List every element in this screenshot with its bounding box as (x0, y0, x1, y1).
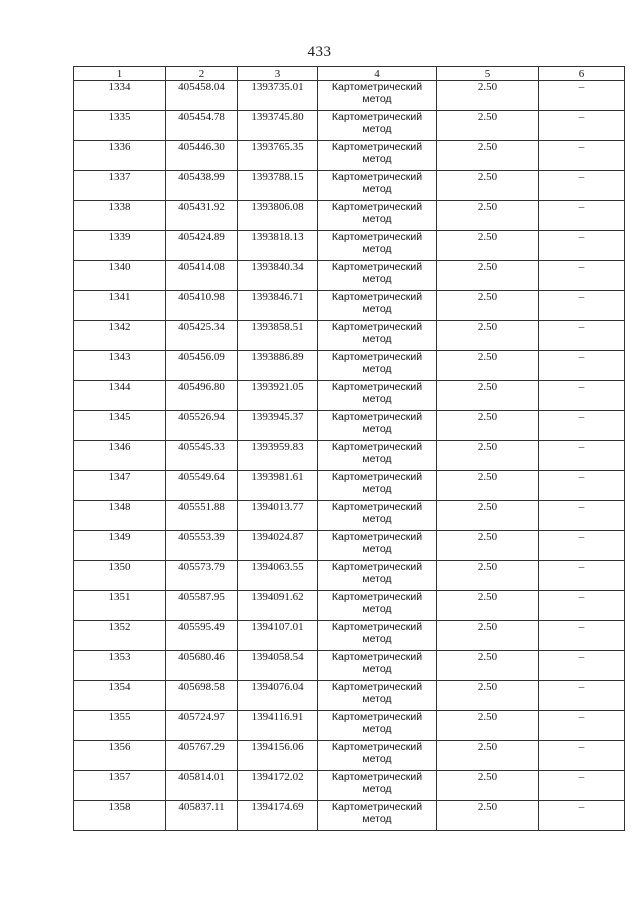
method-cell (318, 501, 437, 531)
method-line-1: Картометрический (331, 411, 423, 423)
point-number-cell: 1337 (74, 171, 166, 201)
point-number-cell: 1356 (74, 741, 166, 771)
note-cell: – (539, 531, 625, 561)
accuracy-cell: 2.50 (437, 441, 539, 471)
table-row (74, 321, 625, 351)
method-line-2: метод (362, 123, 392, 135)
method-line-1: Картометрический (331, 231, 423, 243)
method-cell (318, 291, 437, 321)
method-cell (318, 711, 437, 741)
method-line-2: метод (362, 693, 392, 705)
table-row (74, 591, 625, 621)
point-number-cell: 1352 (74, 621, 166, 651)
note-cell: – (539, 261, 625, 291)
method-line-2: метод (362, 183, 392, 195)
note-cell: – (539, 471, 625, 501)
method-line-2: метод (362, 663, 392, 675)
accuracy-cell: 2.50 (437, 711, 539, 741)
method-line-2: метод (362, 753, 392, 765)
x-coordinate-cell: 405724.97 (166, 711, 238, 741)
x-coordinate-cell: 405837.11 (166, 801, 238, 831)
method-cell (318, 141, 437, 171)
point-number-cell: 1348 (74, 501, 166, 531)
point-number-cell: 1353 (74, 651, 166, 681)
method-cell (318, 411, 437, 441)
y-coordinate-cell: 1393735.01 (238, 81, 318, 111)
point-number-cell: 1336 (74, 141, 166, 171)
table-row (74, 621, 625, 651)
table-row (74, 141, 625, 171)
x-coordinate-cell: 405438.99 (166, 171, 238, 201)
method-line-1: Картометрический (331, 321, 423, 333)
table-body (74, 81, 625, 831)
method-cell (318, 321, 437, 351)
method-line-2: метод (362, 333, 392, 345)
method-cell (318, 591, 437, 621)
method-line-1: Картометрический (331, 681, 423, 693)
y-coordinate-cell: 1393840.34 (238, 261, 318, 291)
x-coordinate-cell: 405595.49 (166, 621, 238, 651)
y-coordinate-cell: 1393765.35 (238, 141, 318, 171)
x-coordinate-cell: 405458.04 (166, 81, 238, 111)
accuracy-cell: 2.50 (437, 651, 539, 681)
accuracy-cell: 2.50 (437, 591, 539, 621)
note-cell: – (539, 801, 625, 831)
method-line-2: метод (362, 813, 392, 825)
y-coordinate-cell: 1393846.71 (238, 291, 318, 321)
method-cell (318, 531, 437, 561)
accuracy-cell: 2.50 (437, 621, 539, 651)
accuracy-cell: 2.50 (437, 741, 539, 771)
y-coordinate-cell: 1394174.69 (238, 801, 318, 831)
x-coordinate-cell: 405454.78 (166, 111, 238, 141)
accuracy-cell: 2.50 (437, 261, 539, 291)
table-row (74, 801, 625, 831)
x-coordinate-cell: 405549.64 (166, 471, 238, 501)
method-cell (318, 801, 437, 831)
y-coordinate-cell: 1394076.04 (238, 681, 318, 711)
accuracy-cell: 2.50 (437, 141, 539, 171)
method-cell (318, 111, 437, 141)
method-line-2: метод (362, 543, 392, 555)
note-cell: – (539, 81, 625, 111)
method-line-1: Картометрический (331, 561, 423, 573)
table-row (74, 441, 625, 471)
x-coordinate-cell: 405446.30 (166, 141, 238, 171)
method-line-1: Картометрический (331, 111, 423, 123)
method-line-1: Картометрический (331, 531, 423, 543)
method-line-2: метод (362, 723, 392, 735)
y-coordinate-cell: 1394156.06 (238, 741, 318, 771)
table-row (74, 471, 625, 501)
table-row (74, 501, 625, 531)
column-header-2: 2 (166, 67, 238, 81)
accuracy-cell: 2.50 (437, 501, 539, 531)
note-cell: – (539, 291, 625, 321)
y-coordinate-cell: 1393886.89 (238, 351, 318, 381)
note-cell: – (539, 741, 625, 771)
method-cell (318, 171, 437, 201)
x-coordinate-cell: 405526.94 (166, 411, 238, 441)
accuracy-cell: 2.50 (437, 291, 539, 321)
method-cell (318, 681, 437, 711)
table-row (74, 201, 625, 231)
method-cell (318, 441, 437, 471)
point-number-cell: 1354 (74, 681, 166, 711)
method-line-1: Картометрический (331, 801, 423, 813)
x-coordinate-cell: 405553.39 (166, 531, 238, 561)
y-coordinate-cell: 1393745.80 (238, 111, 318, 141)
y-coordinate-cell: 1394063.55 (238, 561, 318, 591)
method-line-1: Картометрический (331, 171, 423, 183)
method-line-2: метод (362, 243, 392, 255)
method-line-1: Картометрический (331, 261, 423, 273)
table-row (74, 771, 625, 801)
method-line-1: Картометрический (331, 651, 423, 663)
header-row (74, 67, 625, 81)
table-row (74, 561, 625, 591)
y-coordinate-cell: 1393945.37 (238, 411, 318, 441)
method-cell (318, 561, 437, 591)
accuracy-cell: 2.50 (437, 111, 539, 141)
point-number-cell: 1350 (74, 561, 166, 591)
x-coordinate-cell: 405424.89 (166, 231, 238, 261)
table-row (74, 231, 625, 261)
method-line-2: метод (362, 303, 392, 315)
point-number-cell: 1342 (74, 321, 166, 351)
table-row (74, 81, 625, 111)
method-cell (318, 621, 437, 651)
table-row (74, 111, 625, 141)
point-number-cell: 1351 (74, 591, 166, 621)
y-coordinate-cell: 1393788.15 (238, 171, 318, 201)
method-line-1: Картометрический (331, 711, 423, 723)
column-header-4: 4 (318, 67, 437, 81)
table-row (74, 411, 625, 441)
method-line-2: метод (362, 573, 392, 585)
y-coordinate-cell: 1394013.77 (238, 501, 318, 531)
table-row (74, 681, 625, 711)
note-cell: – (539, 411, 625, 441)
y-coordinate-cell: 1393806.08 (238, 201, 318, 231)
table-row (74, 711, 625, 741)
x-coordinate-cell: 405431.92 (166, 201, 238, 231)
y-coordinate-cell: 1394116.91 (238, 711, 318, 741)
method-line-1: Картометрический (331, 591, 423, 603)
method-line-1: Картометрический (331, 201, 423, 213)
column-header-6: 6 (539, 67, 625, 81)
accuracy-cell: 2.50 (437, 801, 539, 831)
method-cell (318, 651, 437, 681)
method-line-1: Картометрический (331, 441, 423, 453)
x-coordinate-cell: 405551.88 (166, 501, 238, 531)
table-row (74, 171, 625, 201)
note-cell: – (539, 351, 625, 381)
accuracy-cell: 2.50 (437, 201, 539, 231)
note-cell: – (539, 501, 625, 531)
accuracy-cell: 2.50 (437, 531, 539, 561)
x-coordinate-cell: 405425.34 (166, 321, 238, 351)
column-header-3: 3 (238, 67, 318, 81)
method-line-2: метод (362, 453, 392, 465)
accuracy-cell: 2.50 (437, 561, 539, 591)
method-cell (318, 231, 437, 261)
note-cell: – (539, 621, 625, 651)
note-cell: – (539, 321, 625, 351)
method-line-2: метод (362, 153, 392, 165)
method-line-2: метод (362, 783, 392, 795)
note-cell: – (539, 141, 625, 171)
x-coordinate-cell: 405456.09 (166, 351, 238, 381)
note-cell: – (539, 231, 625, 261)
point-number-cell: 1334 (74, 81, 166, 111)
note-cell: – (539, 561, 625, 591)
point-number-cell: 1347 (74, 471, 166, 501)
x-coordinate-cell: 405410.98 (166, 291, 238, 321)
point-number-cell: 1335 (74, 111, 166, 141)
x-coordinate-cell: 405767.29 (166, 741, 238, 771)
method-cell (318, 381, 437, 411)
x-coordinate-cell: 405545.33 (166, 441, 238, 471)
note-cell: – (539, 381, 625, 411)
table-row (74, 531, 625, 561)
page-number: 433 (307, 44, 332, 60)
x-coordinate-cell: 405414.08 (166, 261, 238, 291)
note-cell: – (539, 171, 625, 201)
accuracy-cell: 2.50 (437, 171, 539, 201)
method-line-1: Картометрический (331, 621, 423, 633)
method-line-2: метод (362, 393, 392, 405)
accuracy-cell: 2.50 (437, 81, 539, 111)
note-cell: – (539, 651, 625, 681)
x-coordinate-cell: 405587.95 (166, 591, 238, 621)
point-number-cell: 1355 (74, 711, 166, 741)
table-row (74, 381, 625, 411)
coordinates-table (73, 66, 625, 831)
accuracy-cell: 2.50 (437, 351, 539, 381)
method-line-2: метод (362, 213, 392, 225)
point-number-cell: 1339 (74, 231, 166, 261)
method-line-2: метод (362, 273, 392, 285)
point-number-cell: 1343 (74, 351, 166, 381)
accuracy-cell: 2.50 (437, 231, 539, 261)
point-number-cell: 1341 (74, 291, 166, 321)
note-cell: – (539, 201, 625, 231)
point-number-cell: 1357 (74, 771, 166, 801)
method-line-1: Картометрический (331, 741, 423, 753)
note-cell: – (539, 111, 625, 141)
point-number-cell: 1358 (74, 801, 166, 831)
y-coordinate-cell: 1394024.87 (238, 531, 318, 561)
x-coordinate-cell: 405496.80 (166, 381, 238, 411)
method-cell (318, 201, 437, 231)
y-coordinate-cell: 1393959.83 (238, 441, 318, 471)
method-cell (318, 471, 437, 501)
column-header-1: 1 (74, 67, 166, 81)
x-coordinate-cell: 405573.79 (166, 561, 238, 591)
method-cell (318, 771, 437, 801)
table-row (74, 261, 625, 291)
method-line-2: метод (362, 93, 392, 105)
table-row (74, 651, 625, 681)
accuracy-cell: 2.50 (437, 411, 539, 441)
method-line-2: метод (362, 603, 392, 615)
accuracy-cell: 2.50 (437, 771, 539, 801)
table-row (74, 351, 625, 381)
y-coordinate-cell: 1394091.62 (238, 591, 318, 621)
method-line-1: Картометрический (331, 351, 423, 363)
y-coordinate-cell: 1393921.05 (238, 381, 318, 411)
method-line-1: Картометрический (331, 81, 423, 93)
x-coordinate-cell: 405814.01 (166, 771, 238, 801)
note-cell: – (539, 681, 625, 711)
point-number-cell: 1338 (74, 201, 166, 231)
accuracy-cell: 2.50 (437, 321, 539, 351)
y-coordinate-cell: 1393818.13 (238, 231, 318, 261)
method-line-1: Картометрический (331, 141, 423, 153)
accuracy-cell: 2.50 (437, 381, 539, 411)
method-line-1: Картометрический (331, 381, 423, 393)
y-coordinate-cell: 1394172.02 (238, 771, 318, 801)
method-cell (318, 351, 437, 381)
y-coordinate-cell: 1393981.61 (238, 471, 318, 501)
method-line-2: метод (362, 423, 392, 435)
note-cell: – (539, 441, 625, 471)
point-number-cell: 1344 (74, 381, 166, 411)
method-line-1: Картометрический (331, 471, 423, 483)
method-line-2: метод (362, 483, 392, 495)
accuracy-cell: 2.50 (437, 471, 539, 501)
x-coordinate-cell: 405698.58 (166, 681, 238, 711)
method-line-2: метод (362, 513, 392, 525)
y-coordinate-cell: 1394058.54 (238, 651, 318, 681)
method-cell (318, 741, 437, 771)
method-line-2: метод (362, 633, 392, 645)
point-number-cell: 1346 (74, 441, 166, 471)
x-coordinate-cell: 405680.46 (166, 651, 238, 681)
method-line-1: Картометрический (331, 771, 423, 783)
method-cell (318, 81, 437, 111)
note-cell: – (539, 711, 625, 741)
table-row (74, 741, 625, 771)
note-cell: – (539, 591, 625, 621)
point-number-cell: 1349 (74, 531, 166, 561)
note-cell: – (539, 771, 625, 801)
y-coordinate-cell: 1393858.51 (238, 321, 318, 351)
method-line-2: метод (362, 363, 392, 375)
method-line-1: Картометрический (331, 291, 423, 303)
method-cell (318, 261, 437, 291)
table-row (74, 291, 625, 321)
y-coordinate-cell: 1394107.01 (238, 621, 318, 651)
method-line-1: Картометрический (331, 501, 423, 513)
point-number-cell: 1340 (74, 261, 166, 291)
accuracy-cell: 2.50 (437, 681, 539, 711)
column-header-5: 5 (437, 67, 539, 81)
point-number-cell: 1345 (74, 411, 166, 441)
